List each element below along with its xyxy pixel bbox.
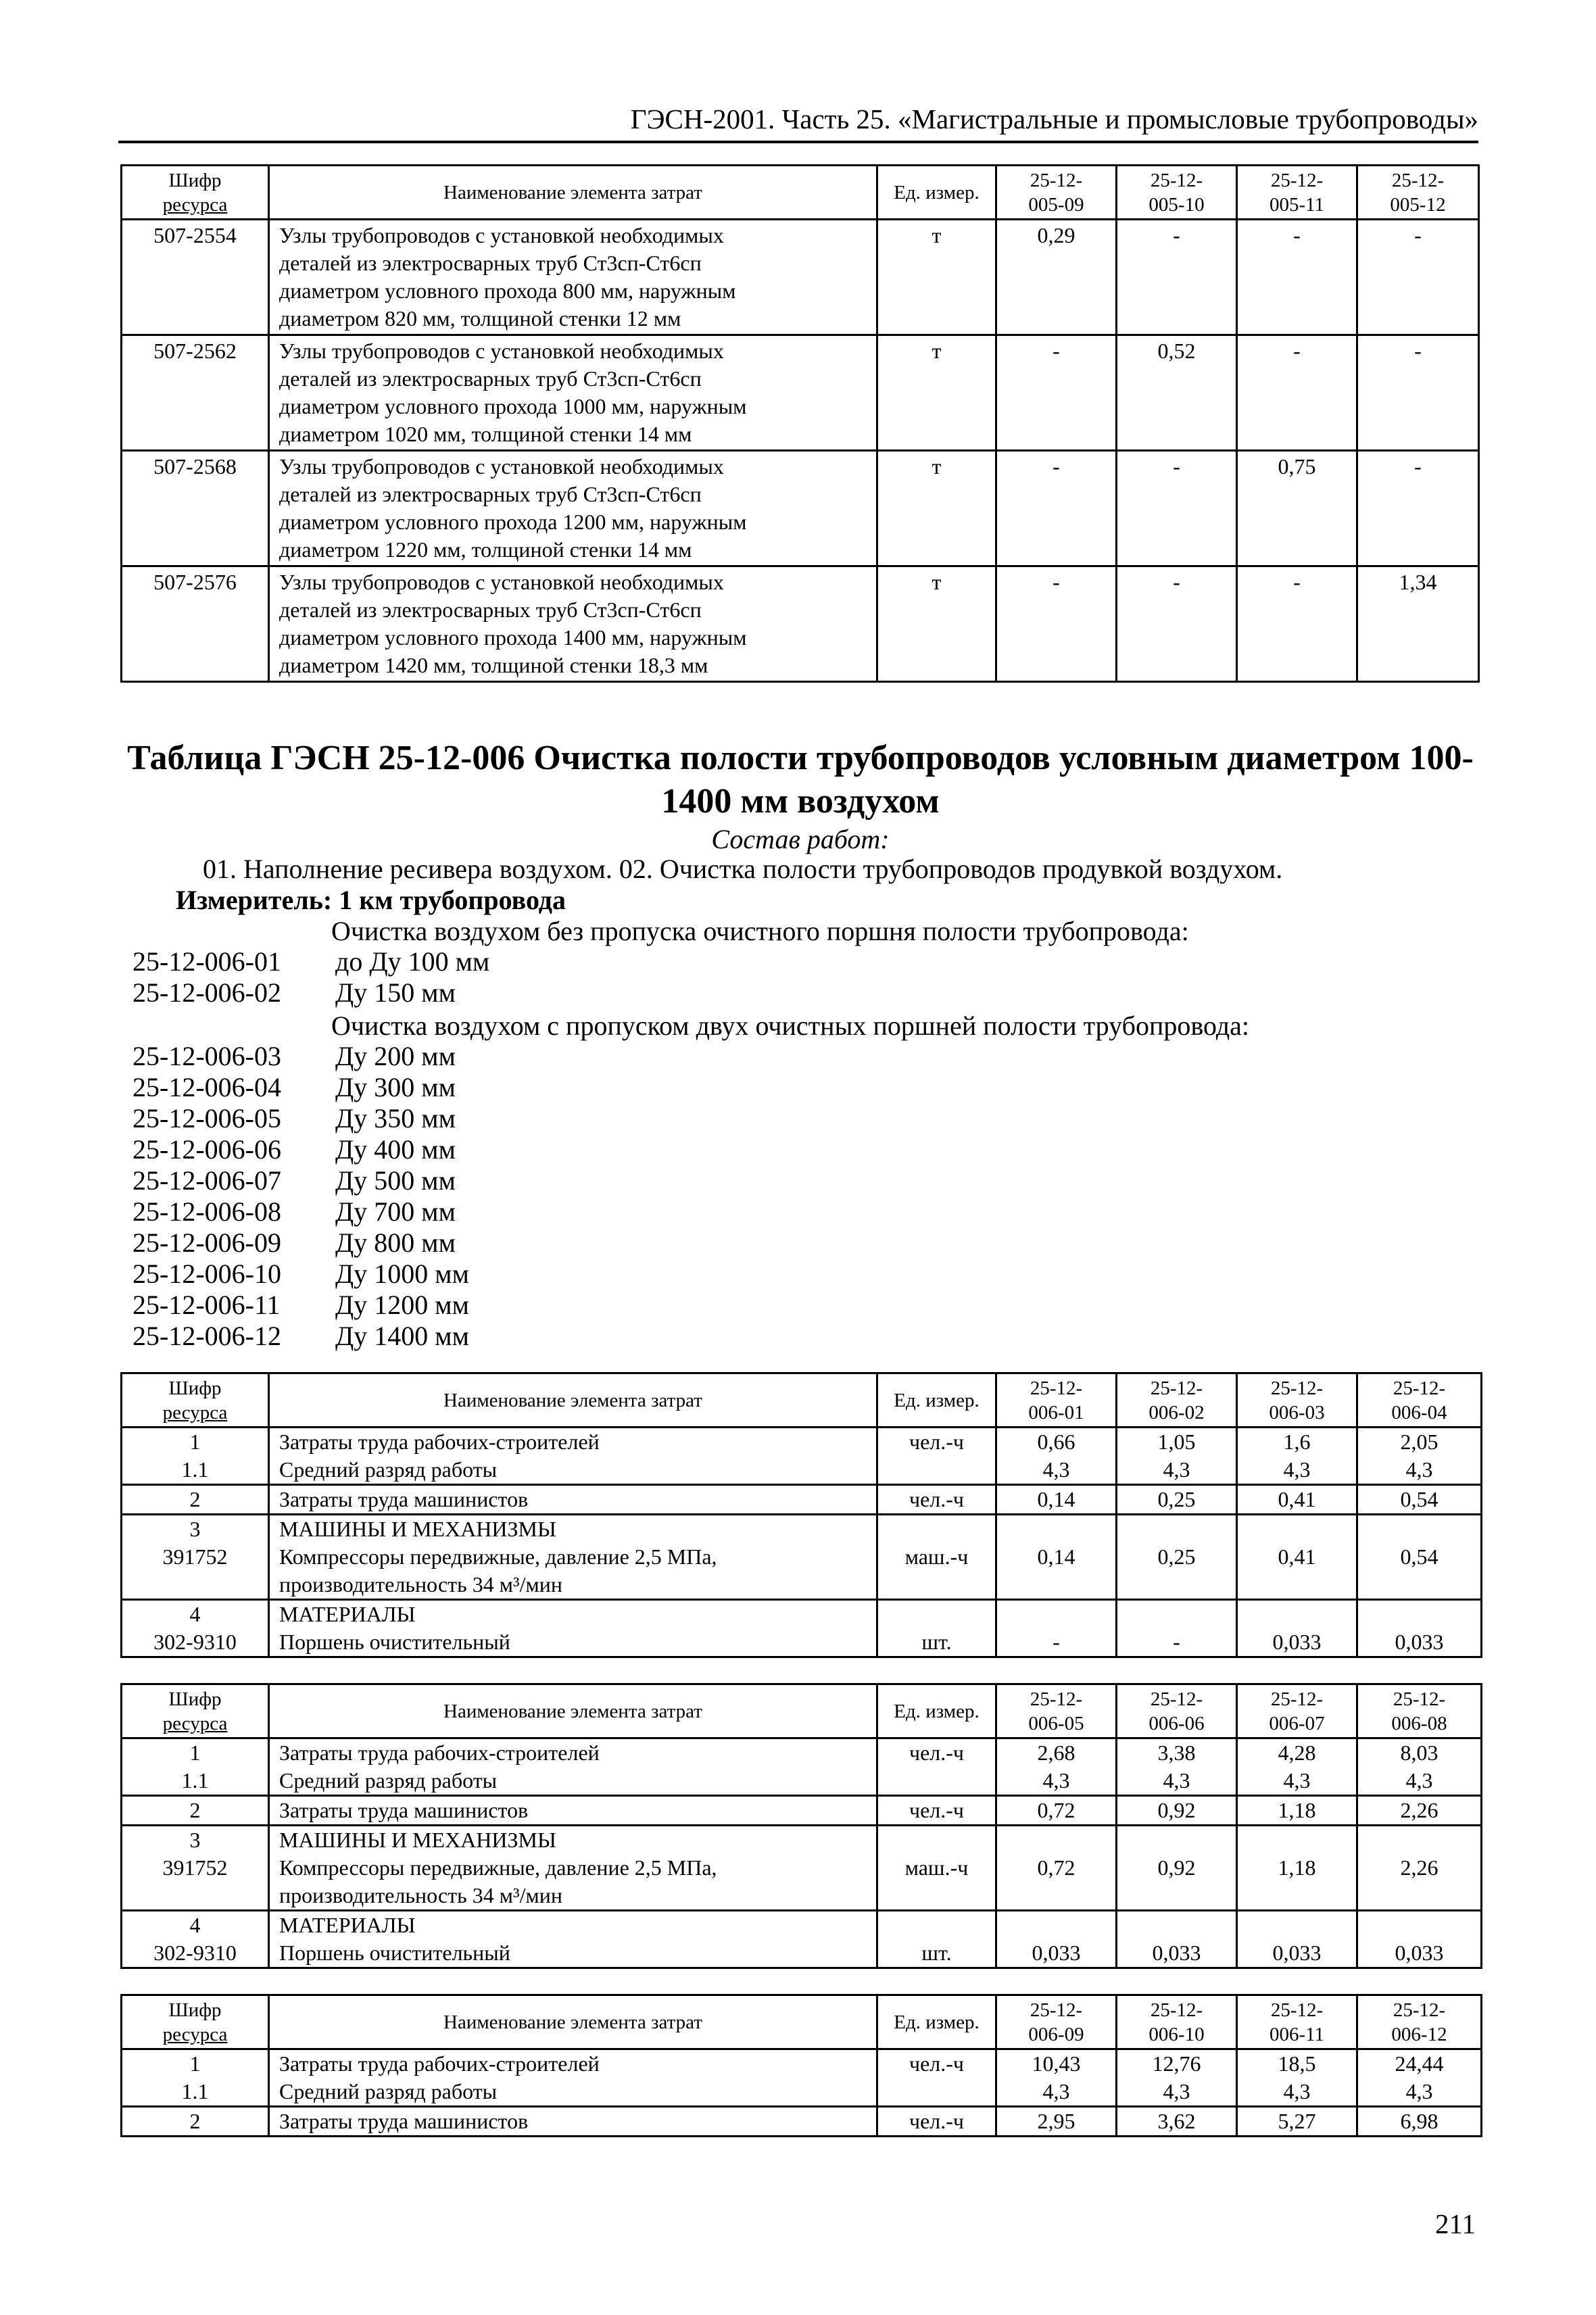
table-header-row <box>122 166 1479 220</box>
table-row <box>122 1428 1482 1485</box>
norm-code: 25-12-006-07 <box>132 1165 281 1196</box>
work-composition-text: 01. Наполнение ресивера воздухом. 02. Очистка полости трубопроводов продувкой воздухом. <box>203 854 1283 884</box>
norm-description: Ду 200 мм <box>335 1041 456 1071</box>
header-col: 25-12- 006-11 <box>1237 1995 1357 2049</box>
table-header-row <box>122 1684 1482 1738</box>
resource-code: 507-2562 <box>122 335 269 451</box>
value-cell: - <box>1237 335 1357 451</box>
value-cell: 0,14 <box>996 1485 1117 1515</box>
value-cell: - <box>1117 451 1237 566</box>
header-unit: Ед. измер. <box>877 1373 996 1428</box>
table-row <box>122 1738 1482 1796</box>
norm-description: Ду 700 мм <box>335 1196 456 1227</box>
value-cell: 10,43 4,3 <box>996 2049 1117 2107</box>
unit-cell: шт. <box>877 1600 996 1657</box>
table-row <box>122 1600 1482 1657</box>
value-cell: 2,68 4,3 <box>996 1738 1117 1796</box>
header-col: 25-12- 005-12 <box>1357 166 1479 220</box>
section-title: Таблица ГЭСН 25-12-006 Очистка полости трубопроводов условным диаметром 100- 1400 мм воздухом <box>127 739 1474 821</box>
row-name: Затраты труда рабочих-строителей Средний разряд работы <box>269 1428 877 1485</box>
value-cell: 1,05 4,3 <box>1117 1428 1237 1485</box>
header-col: 25-12- 005-10 <box>1117 166 1237 220</box>
value-cell: 1,18 <box>1237 1796 1357 1826</box>
value-cell: - <box>1117 220 1237 335</box>
row-code: 2 <box>122 2107 269 2137</box>
table-row <box>122 2107 1482 2137</box>
row-name: Затраты труда рабочих-строителей Средний разряд работы <box>269 2049 877 2107</box>
norm-code: 25-12-006-04 <box>132 1072 281 1102</box>
resource-table-005 <box>120 164 1480 683</box>
table-row <box>122 566 1479 682</box>
value-cell: 1,18 <box>1237 1826 1357 1911</box>
header-unit: Ед. измер. <box>877 1995 996 2049</box>
value-cell: 0,72 <box>996 1826 1117 1911</box>
unit-cell: чел.-ч <box>877 2107 996 2137</box>
resource-name: Узлы трубопроводов с установкой необходимых деталей из электросварных труб Ст3сп-Ст6сп диаметром условного прохода 800 мм, наружным диаметром 820 мм, толщиной стенки 12 мм <box>269 220 877 335</box>
unit-cell: маш.-ч <box>877 1826 996 1911</box>
norm-table <box>120 1994 1482 2137</box>
page-number: 211 <box>1435 2208 1476 2239</box>
resource-name: Узлы трубопроводов с установкой необходимых деталей из электросварных труб Ст3сп-Ст6сп диаметром условного прохода 1200 мм, наружным диаметром 1220 мм, толщиной стенки 14 мм <box>269 451 877 566</box>
norm-code: 25-12-006-09 <box>132 1227 281 1258</box>
header-col: 25-12- 006-02 <box>1117 1373 1237 1428</box>
value-cell: 0,033 <box>1357 1911 1482 1968</box>
value-cell: 0,25 <box>1117 1485 1237 1515</box>
norm-description: Ду 300 мм <box>335 1072 456 1102</box>
unit-cell: чел.-ч <box>877 1428 996 1485</box>
norm-code-line <box>132 1134 456 1165</box>
value-cell: - <box>1237 566 1357 682</box>
row-name: Затраты труда рабочих-строителей Средний разряд работы <box>269 1738 877 1796</box>
value-cell: 8,03 4,3 <box>1357 1738 1482 1796</box>
value-cell: 2,26 <box>1357 1826 1482 1911</box>
norm-code-line <box>132 1165 456 1196</box>
norm-code: 25-12-006-06 <box>132 1134 281 1165</box>
header-col: 25-12- 006-12 <box>1357 1995 1482 2049</box>
value-cell: 1,34 <box>1357 566 1479 682</box>
norm-code-line <box>132 977 456 1008</box>
norm-code-line <box>132 1227 456 1259</box>
value-cell: 0,29 <box>996 220 1117 335</box>
header-unit: Ед. измер. <box>877 1684 996 1738</box>
norm-code-line <box>132 1041 456 1072</box>
value-cell: 0,54 <box>1357 1485 1482 1515</box>
table-row <box>122 1911 1482 1968</box>
norm-code: 25-12-006-08 <box>132 1196 281 1227</box>
table-row <box>122 220 1479 335</box>
value-cell: 0,75 <box>1237 451 1357 566</box>
unit-cell: т <box>877 566 996 682</box>
table-row <box>122 335 1479 451</box>
row-name: Затраты труда машинистов <box>269 1485 877 1515</box>
unit-cell: чел.-ч <box>877 1796 996 1826</box>
header-unit: Ед. измер. <box>877 166 996 220</box>
value-cell: 2,26 <box>1357 1796 1482 1826</box>
norm-description: Ду 800 мм <box>335 1227 456 1258</box>
header-col: 25-12- 006-01 <box>996 1373 1117 1428</box>
norm-code: 25-12-006-02 <box>132 977 281 1008</box>
row-code: 2 <box>122 1485 269 1515</box>
value-cell: 4,28 4,3 <box>1237 1738 1357 1796</box>
table-row <box>122 1485 1482 1515</box>
unit-cell: шт. <box>877 1911 996 1968</box>
resource-code: 507-2568 <box>122 451 269 566</box>
resource-code: 507-2576 <box>122 566 269 682</box>
value-cell: 0,41 <box>1237 1485 1357 1515</box>
norm-code-line <box>132 946 489 977</box>
norm-table <box>120 1372 1482 1658</box>
value-cell: 0,033 <box>1117 1911 1237 1968</box>
measurer-line: Измеритель: 1 км трубопровода <box>176 885 566 915</box>
row-name: Затраты труда машинистов <box>269 1796 877 1826</box>
value-cell: - <box>1117 1600 1237 1657</box>
norm-code-line <box>132 1259 469 1290</box>
value-cell: - <box>1117 566 1237 682</box>
row-name: МАТЕРИАЛЫ Поршень очистительный <box>269 1911 877 1968</box>
unit-cell: чел.-ч <box>877 1738 996 1796</box>
value-cell: 0,14 <box>996 1515 1117 1600</box>
value-cell: 0,41 <box>1237 1515 1357 1600</box>
value-cell: 3,62 <box>1117 2107 1237 2137</box>
value-cell: 5,27 <box>1237 2107 1357 2137</box>
unit-cell: т <box>877 220 996 335</box>
row-code: 1 1.1 <box>122 2049 269 2107</box>
row-code: 3 391752 <box>122 1826 269 1911</box>
row-code: 1 1.1 <box>122 1428 269 1485</box>
row-name: Затраты труда машинистов <box>269 2107 877 2137</box>
header-rule <box>118 141 1478 143</box>
header-name: Наименование элемента затрат <box>269 1684 877 1738</box>
value-cell: 18,5 4,3 <box>1237 2049 1357 2107</box>
value-cell: 0,66 4,3 <box>996 1428 1117 1485</box>
unit-cell: чел.-ч <box>877 1485 996 1515</box>
header-code: Шифр ресурса <box>122 1373 269 1428</box>
table-header-row <box>122 1373 1482 1428</box>
norm-description: Ду 1200 мм <box>335 1290 469 1320</box>
norm-code-line <box>132 1290 469 1321</box>
norm-code: 25-12-006-01 <box>132 946 281 977</box>
norm-code-line <box>132 1072 456 1103</box>
value-cell: - <box>996 1600 1117 1657</box>
table-row <box>122 451 1479 566</box>
norm-code: 25-12-006-10 <box>132 1259 281 1289</box>
unit-cell: чел.-ч <box>877 2049 996 2107</box>
norm-code-line <box>132 1196 456 1227</box>
value-cell: 3,38 4,3 <box>1117 1738 1237 1796</box>
norm-description: Ду 350 мм <box>335 1103 456 1134</box>
value-cell: - <box>996 335 1117 451</box>
norm-table <box>120 1683 1482 1969</box>
norm-code-line <box>132 1103 456 1134</box>
running-header: ГЭСН-2001. Часть 25. «Магистральные и промысловые трубопроводы» <box>630 103 1478 135</box>
value-cell: 0,92 <box>1117 1826 1237 1911</box>
table-row <box>122 2049 1482 2107</box>
norm-group-title: Очистка воздухом без пропуска очистного поршня полости трубопровода: <box>331 916 1189 946</box>
value-cell: - <box>1357 451 1479 566</box>
value-cell: 2,05 4,3 <box>1357 1428 1482 1485</box>
value-cell: 0,25 <box>1117 1515 1237 1600</box>
row-code: 4 302-9310 <box>122 1600 269 1657</box>
value-cell: 0,033 <box>1237 1911 1357 1968</box>
norm-description: до Ду 100 мм <box>335 946 490 977</box>
header-col: 25-12- 006-05 <box>996 1684 1117 1738</box>
norm-description: Ду 1000 мм <box>335 1259 469 1289</box>
value-cell: 0,033 <box>996 1911 1117 1968</box>
table-header-row <box>122 1995 1482 2049</box>
header-col: 25-12- 005-09 <box>996 166 1117 220</box>
header-col: 25-12- 006-03 <box>1237 1373 1357 1428</box>
value-cell: 0,72 <box>996 1796 1117 1826</box>
resource-name: Узлы трубопроводов с установкой необходимых деталей из электросварных труб Ст3сп-Ст6сп диаметром условного прохода 1400 мм, наружным диаметром 1420 мм, толщиной стенки 18,3 мм <box>269 566 877 682</box>
header-col: 25-12- 006-04 <box>1357 1373 1482 1428</box>
header-code: Шифр ресурса <box>122 166 269 220</box>
value-cell: 24,44 4,3 <box>1357 2049 1482 2107</box>
norm-group-title: Очистка воздухом с пропуском двух очистных поршней полости трубопровода: <box>331 1010 1250 1041</box>
unit-cell: т <box>877 335 996 451</box>
header-col: 25-12- 006-08 <box>1357 1684 1482 1738</box>
header-col: 25-12- 006-10 <box>1117 1995 1237 2049</box>
header-col: 25-12- 006-06 <box>1117 1684 1237 1738</box>
header-col: 25-12- 005-11 <box>1237 166 1357 220</box>
value-cell: - <box>1357 220 1479 335</box>
norm-code: 25-12-006-12 <box>132 1321 281 1351</box>
value-cell: 12,76 4,3 <box>1117 2049 1237 2107</box>
value-cell: 0,033 <box>1237 1600 1357 1657</box>
resource-code: 507-2554 <box>122 220 269 335</box>
table-row <box>122 1515 1482 1600</box>
norm-description: Ду 1400 мм <box>335 1321 469 1351</box>
header-code: Шифр ресурса <box>122 1684 269 1738</box>
row-code: 3 391752 <box>122 1515 269 1600</box>
norm-description: Ду 400 мм <box>335 1134 456 1165</box>
unit-cell: т <box>877 451 996 566</box>
header-col: 25-12- 006-07 <box>1237 1684 1357 1738</box>
value-cell: - <box>996 451 1117 566</box>
value-cell: 0,54 <box>1357 1515 1482 1600</box>
table-row <box>122 1826 1482 1911</box>
row-name: МАТЕРИАЛЫ Поршень очистительный <box>269 1600 877 1657</box>
value-cell: 2,95 <box>996 2107 1117 2137</box>
value-cell: 0,92 <box>1117 1796 1237 1826</box>
unit-cell: маш.-ч <box>877 1515 996 1600</box>
row-name: МАШИНЫ И МЕХАНИЗМЫ Компрессоры передвижные, давление 2,5 МПа, производительность 34 м³/мин <box>269 1826 877 1911</box>
norm-code-line <box>132 1321 469 1352</box>
row-name: МАШИНЫ И МЕХАНИЗМЫ Компрессоры передвижные, давление 2,5 МПа, производительность 34 м³/мин <box>269 1515 877 1600</box>
norm-code: 25-12-006-11 <box>132 1290 281 1320</box>
header-col: 25-12- 006-09 <box>996 1995 1117 2049</box>
value-cell: - <box>996 566 1117 682</box>
row-code: 1 1.1 <box>122 1738 269 1796</box>
value-cell: - <box>1357 335 1479 451</box>
norm-description: Ду 150 мм <box>335 977 456 1008</box>
table-row <box>122 1796 1482 1826</box>
norm-description: Ду 500 мм <box>335 1165 456 1196</box>
value-cell: 1,6 4,3 <box>1237 1428 1357 1485</box>
header-name: Наименование элемента затрат <box>269 1995 877 2049</box>
value-cell: 6,98 <box>1357 2107 1482 2137</box>
norm-code: 25-12-006-03 <box>132 1041 281 1071</box>
row-code: 4 302-9310 <box>122 1911 269 1968</box>
value-cell: 0,033 <box>1357 1600 1482 1657</box>
norm-code: 25-12-006-05 <box>132 1103 281 1134</box>
header-name: Наименование элемента затрат <box>269 1373 877 1428</box>
value-cell: 0,52 <box>1117 335 1237 451</box>
resource-name: Узлы трубопроводов с установкой необходимых деталей из электросварных труб Ст3сп-Ст6сп диаметром условного прохода 1000 мм, наружным диаметром 1020 мм, толщиной стенки 14 мм <box>269 335 877 451</box>
header-code: Шифр ресурса <box>122 1995 269 2049</box>
value-cell: - <box>1237 220 1357 335</box>
header-name: Наименование элемента затрат <box>269 166 877 220</box>
work-composition-label: Состав работ: <box>711 824 890 854</box>
row-code: 2 <box>122 1796 269 1826</box>
